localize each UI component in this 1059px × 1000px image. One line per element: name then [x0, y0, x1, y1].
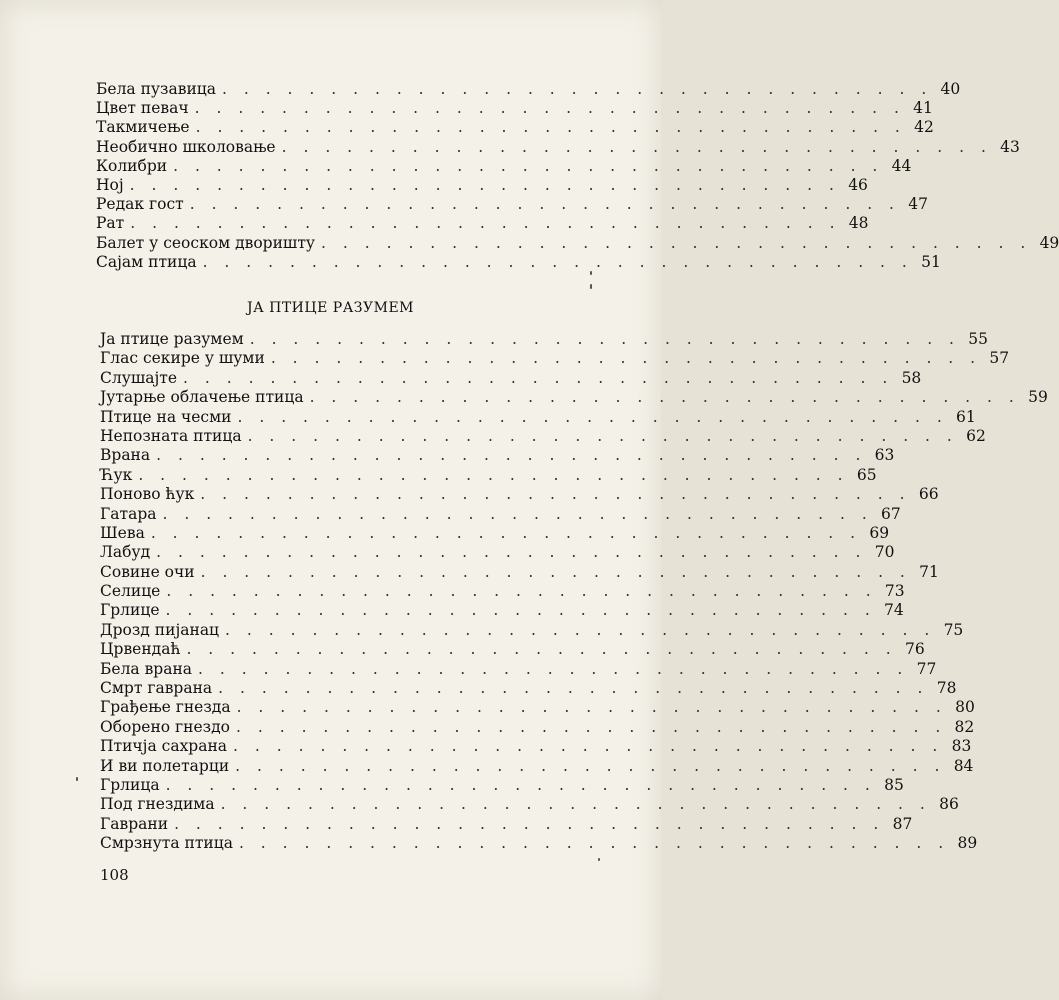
toc-entry — [100, 485, 939, 504]
toc-entry-title: Смрт гаврана — [100, 679, 213, 698]
toc-entry — [100, 601, 904, 620]
toc-entry-title: Црвендаћ — [100, 640, 181, 659]
toc-entry-title: Нoj — [96, 175, 124, 194]
dot-leader: . . . . . . . . . . . . . . . . . . . . . . . . . . . . . . . . . — [237, 407, 948, 426]
toc-entry-page: 67 — [881, 504, 901, 523]
toc-entry — [100, 737, 972, 756]
dot-leader: . . . . . . . . . . . . . . . . . . . . . . . . . . . . . . . . . — [130, 214, 841, 233]
dot-leader: . . . . . . . . . . . . . . . . . . . . . . . . . . . . . . . . . — [202, 252, 913, 271]
dot-leader: . . . . . . . . . . . . . . . . . . . . . . . . . . . . . . . . . — [200, 562, 911, 581]
toc-entry — [100, 620, 964, 640]
toc-entry-page: 41 — [913, 99, 933, 118]
toc-entry-title: Птице на чесми — [100, 407, 232, 426]
toc-entry-page: 43 — [1000, 137, 1020, 156]
dot-leader: . . . . . . . . . . . . . . . . . . . . . . . . . . . . . . . . . — [222, 80, 933, 98]
toc-section-1 — [96, 80, 1059, 272]
margin-speck — [590, 284, 592, 289]
toc-entry — [96, 175, 868, 195]
toc-entry — [100, 426, 986, 446]
toc-entry-title: Грлица — [100, 775, 160, 794]
dot-leader: . . . . . . . . . . . . . . . . . . . . . . . . . . . . . . . . . — [236, 698, 947, 717]
dot-leader: . . . . . . . . . . . . . . . . . . . . . . . . . . . . . . . . . — [156, 446, 867, 465]
toc-entry — [96, 118, 934, 137]
toc-entry-title: Глас секире у шуми — [100, 349, 265, 368]
toc-entry — [100, 814, 913, 834]
toc-entry — [100, 775, 904, 795]
toc-entry-title: Врана — [100, 446, 151, 465]
dot-leader: . . . . . . . . . . . . . . . . . . . . . . . . . . . . . . . . . — [233, 737, 944, 756]
toc-entry-page: 85 — [884, 775, 904, 794]
dot-leader: . . . . . . . . . . . . . . . . . . . . . . . . . . . . . . . . . — [183, 368, 894, 387]
toc-entry-page: 55 — [968, 330, 988, 348]
toc-entry — [96, 233, 1059, 253]
toc-entry-page: 57 — [989, 349, 1010, 368]
toc-entry-page: 84 — [953, 756, 974, 775]
toc-entry — [100, 562, 939, 582]
dot-leader: . . . . . . . . . . . . . . . . . . . . . . . . . . . . . . . . . — [174, 814, 885, 833]
toc-entry — [100, 756, 974, 776]
toc-entry-title: Смрзнута птица — [100, 834, 233, 853]
toc-entry-page: 80 — [955, 698, 975, 717]
toc-entry — [100, 679, 957, 698]
toc-entry — [100, 407, 976, 427]
toc-entry-page: 44 — [891, 156, 912, 175]
toc-entry-page: 71 — [919, 562, 939, 581]
dot-leader: . . . . . . . . . . . . . . . . . . . . . . . . . . . . . . . . . — [129, 175, 840, 194]
toc-entry-page: 61 — [956, 407, 976, 426]
toc-entry — [100, 717, 975, 737]
dot-leader: . . . . . . . . . . . . . . . . . . . . . . . . . . . . . . . . . — [173, 156, 884, 175]
dot-leader: . . . . . . . . . . . . . . . . . . . . . . . . . . . . . . . . . — [200, 485, 911, 504]
dot-leader: . . . . . . . . . . . . . . . . . . . . . . . . . . . . . . . . . — [166, 582, 877, 601]
toc-entry — [96, 252, 941, 272]
toc-entry-title: Бела врана — [100, 659, 193, 678]
toc-entry-title: Под гнездима — [100, 795, 215, 814]
dot-leader: . . . . . . . . . . . . . . . . . . . . . . . . . . . . . . . . . — [194, 99, 905, 118]
toc-entry — [100, 388, 1048, 407]
toc-entry-page: 49 — [1039, 233, 1059, 252]
dot-leader: . . . . . . . . . . . . . . . . . . . . . . . . . . . . . . . . . — [156, 543, 867, 562]
toc-entry-title: Дрозд пијанац — [100, 620, 220, 639]
dot-leader: . . . . . . . . . . . . . . . . . . . . . . . . . . . . . . . . . — [186, 640, 897, 659]
dot-leader: . . . . . . . . . . . . . . . . . . . . . . . . . . . . . . . . . — [309, 388, 1020, 407]
toc-entry-title: Селице — [100, 582, 161, 601]
toc-entry — [100, 543, 895, 562]
toc-entry-title: Грлице — [100, 601, 160, 620]
toc-entry — [96, 80, 961, 99]
toc-entry — [100, 504, 901, 524]
toc-entry-title: Такмичење — [96, 118, 190, 137]
toc-entry-page: 66 — [918, 485, 939, 504]
toc-entry-title: Шева — [100, 523, 145, 542]
toc-entry-title: Непозната птица — [100, 426, 242, 445]
toc-entry-title: Гатара — [100, 504, 157, 523]
dot-leader: . . . . . . . . . . . . . . . . . . . . . . . . . . . . . . . . . — [238, 834, 950, 853]
dot-leader: . . . . . . . . . . . . . . . . . . . . . . . . . . . . . . . . . — [150, 523, 862, 542]
toc-entry-page: 62 — [966, 426, 986, 445]
dot-leader: . . . . . . . . . . . . . . . . . . . . . . . . . . . . . . . . . — [162, 504, 873, 523]
toc-entry-title: Јутарње облачење птица — [100, 388, 304, 407]
dot-leader: . . . . . . . . . . . . . . . . . . . . . . . . . . . . . . . . . — [165, 775, 876, 794]
margin-speck — [590, 271, 592, 275]
toc-entry-title: Слушајте — [100, 368, 178, 387]
toc-entry — [96, 195, 928, 214]
toc-entry — [96, 214, 869, 233]
toc-entry-title: Ја птице разумем — [100, 330, 244, 348]
toc-entry-page: 89 — [957, 834, 978, 853]
toc-entry — [100, 795, 959, 814]
dot-leader: . . . . . . . . . . . . . . . . . . . . . . . . . . . . . . . . . — [218, 679, 929, 698]
toc-entry-title: Цвет певач — [96, 99, 189, 118]
dot-leader: . . . . . . . . . . . . . . . . . . . . . . . . . . . . . . . . . — [195, 118, 906, 137]
toc-entry-title: Оборено гнездо — [100, 717, 231, 736]
toc-entry-page: 74 — [884, 601, 904, 620]
toc-entry-page: 47 — [908, 195, 928, 214]
toc-entry-page: 65 — [856, 465, 877, 484]
toc-entry-title: Редак гост — [96, 195, 184, 214]
toc-entry-title: Сајам птица — [96, 252, 197, 271]
toc-entry-page: 48 — [848, 214, 869, 233]
dot-leader: . . . . . . . . . . . . . . . . . . . . . . . . . . . . . . . . . — [281, 137, 992, 156]
toc-entry-title: Птичја сахрана — [100, 737, 228, 756]
toc-entry — [100, 446, 895, 465]
toc-entry-title: Поново ћук — [100, 485, 195, 504]
toc-entry — [100, 640, 925, 659]
margin-speck — [76, 777, 78, 781]
toc-entry — [100, 659, 937, 679]
toc-entry-title: Колибри — [96, 156, 168, 175]
toc-entry-page: 76 — [904, 640, 925, 659]
toc-entry — [100, 523, 890, 543]
dot-leader: . . . . . . . . . . . . . . . . . . . . . . . . . . . . . . . . . — [198, 659, 909, 678]
dot-leader: . . . . . . . . . . . . . . . . . . . . . . . . . . . . . . . . . — [321, 233, 1032, 252]
toc-entry-title: Балет у сеоском дворишту — [96, 233, 316, 252]
dot-leader: . . . . . . . . . . . . . . . . . . . . . . . . . . . . . . . . . — [220, 795, 931, 814]
toc-entry-title: Необично школовање — [96, 137, 276, 156]
toc-entry-page: 63 — [874, 446, 895, 465]
toc-entry-title: И ви полетарци — [100, 756, 230, 775]
toc-entry — [96, 137, 1020, 157]
toc-entry-title: Ћук — [100, 465, 133, 484]
toc-entry — [100, 834, 978, 853]
page-number: 108 — [100, 866, 129, 884]
toc-entry — [96, 99, 933, 118]
toc-entry-title: Гаврани — [100, 814, 169, 833]
toc-entry-page: 70 — [874, 543, 895, 562]
toc-entry-title: Рат — [96, 214, 125, 233]
dot-leader: . . . . . . . . . . . . . . . . . . . . . . . . . . . . . . . . . — [249, 330, 960, 348]
toc-entry-page: 51 — [921, 252, 941, 271]
toc-entry-page: 82 — [954, 717, 975, 736]
toc-entry-page: 87 — [892, 814, 913, 833]
section-heading: ЈА ПТИЦЕ РАЗУМЕМ — [246, 300, 415, 316]
toc-entry-page: 86 — [939, 795, 959, 814]
toc-entry-page: 42 — [914, 118, 934, 137]
toc-entry — [100, 582, 905, 601]
dot-leader: . . . . . . . . . . . . . . . . . . . . . . . . . . . . . . . . . — [235, 756, 946, 775]
toc-entry-title: Совине очи — [100, 562, 195, 581]
toc-entry — [100, 698, 975, 717]
dot-leader: . . . . . . . . . . . . . . . . . . . . . . . . . . . . . . . . . — [138, 465, 849, 484]
toc-entry — [100, 349, 1010, 368]
toc-entry-title: Грађење гнезда — [100, 698, 231, 717]
toc-entry-page: 46 — [848, 175, 868, 194]
dot-leader: . . . . . . . . . . . . . . . . . . . . . . . . . . . . . . . . . — [270, 349, 982, 368]
toc-entry-page: 40 — [940, 80, 961, 98]
toc-section-2 — [100, 330, 1048, 854]
margin-speck — [598, 858, 600, 861]
dot-leader: . . . . . . . . . . . . . . . . . . . . . . . . . . . . . . . . . — [225, 620, 936, 639]
dot-leader: . . . . . . . . . . . . . . . . . . . . . . . . . . . . . . . . . — [236, 717, 947, 736]
toc-entry-page: 78 — [936, 679, 957, 698]
toc-entry-title: Лабуд — [100, 543, 151, 562]
toc-entry-title: Бела пузавица — [96, 80, 216, 98]
toc-entry-page: 77 — [916, 659, 937, 678]
toc-entry-page: 83 — [951, 737, 972, 756]
toc-entry-page: 75 — [943, 620, 964, 639]
toc-entry — [96, 156, 912, 176]
toc-entry-page: 58 — [901, 368, 922, 387]
toc-entry-page: 73 — [884, 582, 905, 601]
toc-entry-page: 69 — [869, 523, 890, 542]
dot-leader: . . . . . . . . . . . . . . . . . . . . . . . . . . . . . . . . . — [189, 195, 900, 214]
dot-leader: . . . . . . . . . . . . . . . . . . . . . . . . . . . . . . . . . — [165, 601, 876, 620]
toc-entry-page: 59 — [1028, 388, 1048, 407]
dot-leader: . . . . . . . . . . . . . . . . . . . . . . . . . . . . . . . . . — [247, 426, 958, 445]
toc-entry — [100, 368, 922, 388]
toc-entry — [100, 465, 877, 485]
toc-entry — [100, 330, 988, 349]
